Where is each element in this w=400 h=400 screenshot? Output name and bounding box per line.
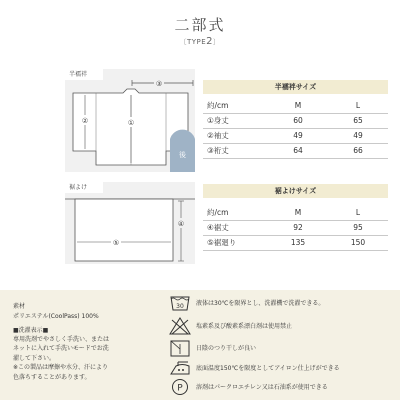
bleach-icon [168,316,192,336]
dry-clean-p-icon [168,377,192,397]
svg-text:P: P [177,383,183,394]
haori-size-title: 半襦袢サイズ [203,80,388,94]
table-row: ②袖丈 49 49 [203,128,388,143]
col-header: L [328,98,388,113]
col-header: 約/cm [203,205,268,220]
care-row-dryclean [168,377,393,397]
iron-icon [168,358,192,378]
wash-heading: ■洗濯表示■ [13,327,49,334]
care-text: 日陰のつり干しが良い [196,345,257,352]
hang-dry-icon [168,338,192,358]
haori-diagram-tag: 半襦袢 [65,69,103,80]
care-row-iron [168,358,393,378]
dim-label-5: ⑤ [112,239,120,247]
col-header: M [268,205,328,220]
table-header-row [203,205,388,220]
table-row: ⑤裾廻り 135 150 [203,235,388,250]
haori-illustration [65,69,195,172]
col-header: L [328,205,388,220]
col-header: 約/cm [203,98,268,113]
care-text: 底面温度150℃を限度としてアイロン仕上げができる [196,365,340,372]
page-title: 二部式 [174,16,226,34]
haori-size-table [203,98,388,159]
dim-label-3: ③ [155,80,163,88]
material-label: 素材 [13,303,26,310]
dim-label-4: ④ [177,220,185,228]
dim-label-2: ② [81,117,89,125]
table-row: ①身丈 60 65 [203,113,388,128]
care-row-wash [168,293,393,313]
type-subtitle: 〔TYPE2〕 [179,36,221,47]
back-badge-label: 後 [179,151,186,159]
material-text: ポリエステル(CoolPass) 100% [13,313,99,320]
care-row-bleach [168,316,393,336]
svg-text:30: 30 [176,303,184,310]
skirt-diagram-tag: 裾よけ [65,182,103,193]
skirt-diagram [65,182,195,264]
care-text: 塩素系及び酸素系漂白剤は使用禁止 [196,323,293,330]
table-row: ③裄丈 64 66 [203,143,388,158]
care-text: 溶剤はパークロエチレン又は石油系が使用できる [196,384,328,391]
table-header-row [203,98,388,113]
skirt-size-table [203,205,388,251]
wash-30-icon [168,293,192,313]
dim-label-1: ① [127,119,135,127]
table-row: ④裾丈 92 95 [203,220,388,235]
skirt-illustration [65,182,195,264]
haori-diagram [65,69,195,172]
col-header: M [268,98,328,113]
wash-instructions: 専用洗剤でやさしく手洗い、または ネットに入れて手洗いモードでお洗 濯して下さい。 ※この製品は摩擦や水分、汗により 色落ちすることがあります。 [13,336,110,381]
care-row-dry [168,338,393,358]
skirt-size-title: 裾よけサイズ [203,184,388,198]
care-text: 液体は30℃を限界とし、洗濯機で洗濯できる。 [196,300,325,307]
